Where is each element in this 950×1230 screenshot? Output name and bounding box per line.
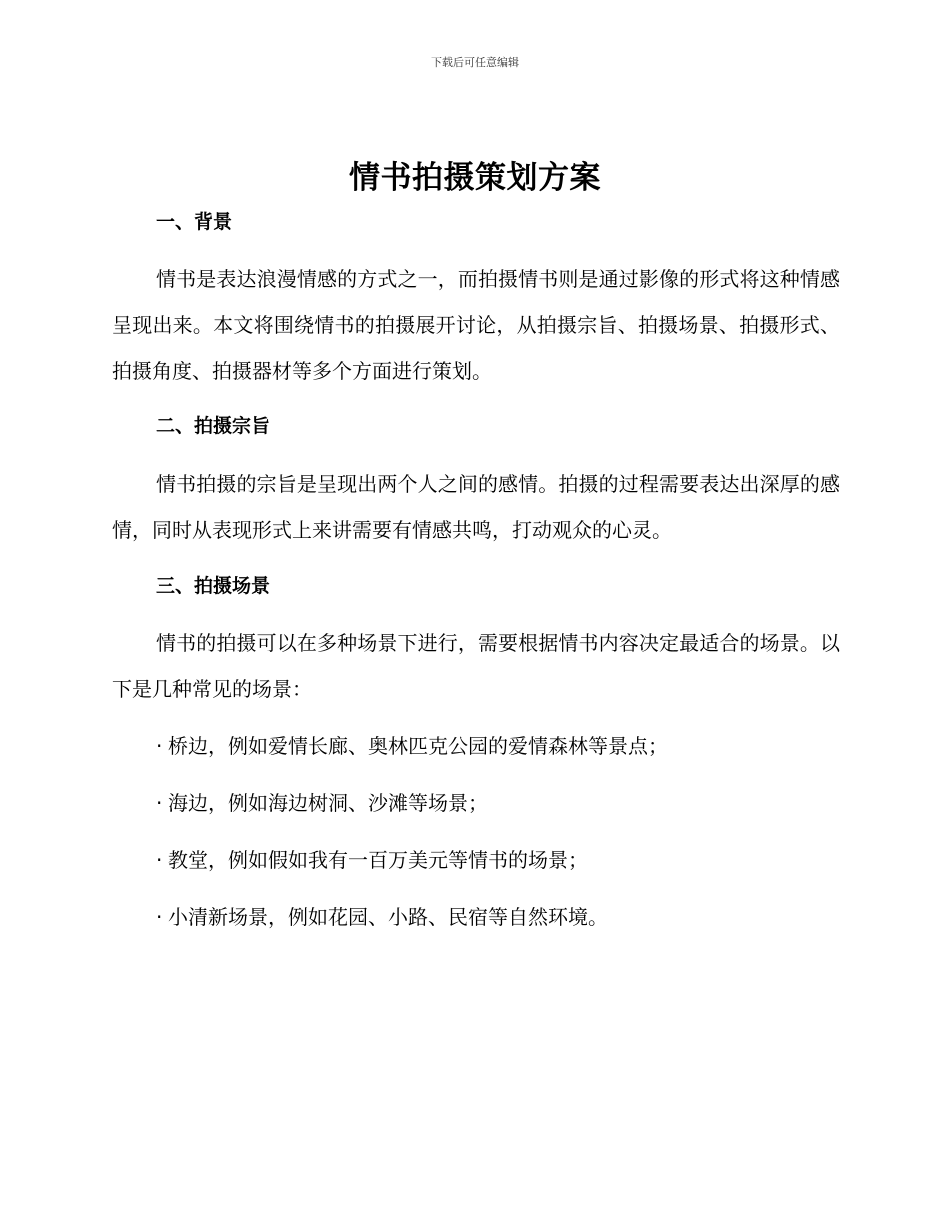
list-item xyxy=(156,903,608,931)
paragraph-purpose: 情书拍摄的宗旨是呈现出两个人之间的感情。拍摄的过程需要表达出深厚的感情，同时从表现形式上来讲需要有情感共鸣，打动观众的心灵。 xyxy=(112,472,840,542)
bullet-marker: · xyxy=(156,848,163,872)
list-item-text: 小清新场景，例如花园、小路、民宿等自然环境。 xyxy=(168,905,608,929)
document-title: 情书拍摄策划方案 xyxy=(349,160,601,196)
list-item xyxy=(156,846,588,874)
section-heading-scenes: 三、拍摄场景 xyxy=(156,575,271,597)
bullet-marker: · xyxy=(156,734,163,758)
section-heading-purpose: 二、拍摄宗旨 xyxy=(156,415,271,437)
header-note: 下载后可任意编辑 xyxy=(431,56,519,69)
list-item xyxy=(156,732,668,760)
section-heading-background: 一、背景 xyxy=(156,211,233,233)
paragraph-background: 情书是表达浪漫情感的方式之一，而拍摄情书则是通过影像的形式将这种情感呈现出来。本文将围绕情书的拍摄展开讨论，从拍摄宗旨、拍摄场景、拍摄形式、拍摄角度、拍摄器材等多个方面进行策划。 xyxy=(112,267,840,383)
list-item-text: 桥边，例如爱情长廊、奥林匹克公园的爱情森林等景点； xyxy=(168,734,668,758)
paragraph-scenes: 情书的拍摄可以在多种场景下进行，需要根据情书内容决定最适合的场景。以下是几种常见的场景： xyxy=(112,631,840,701)
bullet-marker: · xyxy=(156,791,163,815)
list-item xyxy=(156,789,488,817)
list-item-text: 海边，例如海边树洞、沙滩等场景； xyxy=(168,791,488,815)
list-item-text: 教堂，例如假如我有一百万美元等情书的场景； xyxy=(168,848,588,872)
bullet-marker: · xyxy=(156,905,163,929)
